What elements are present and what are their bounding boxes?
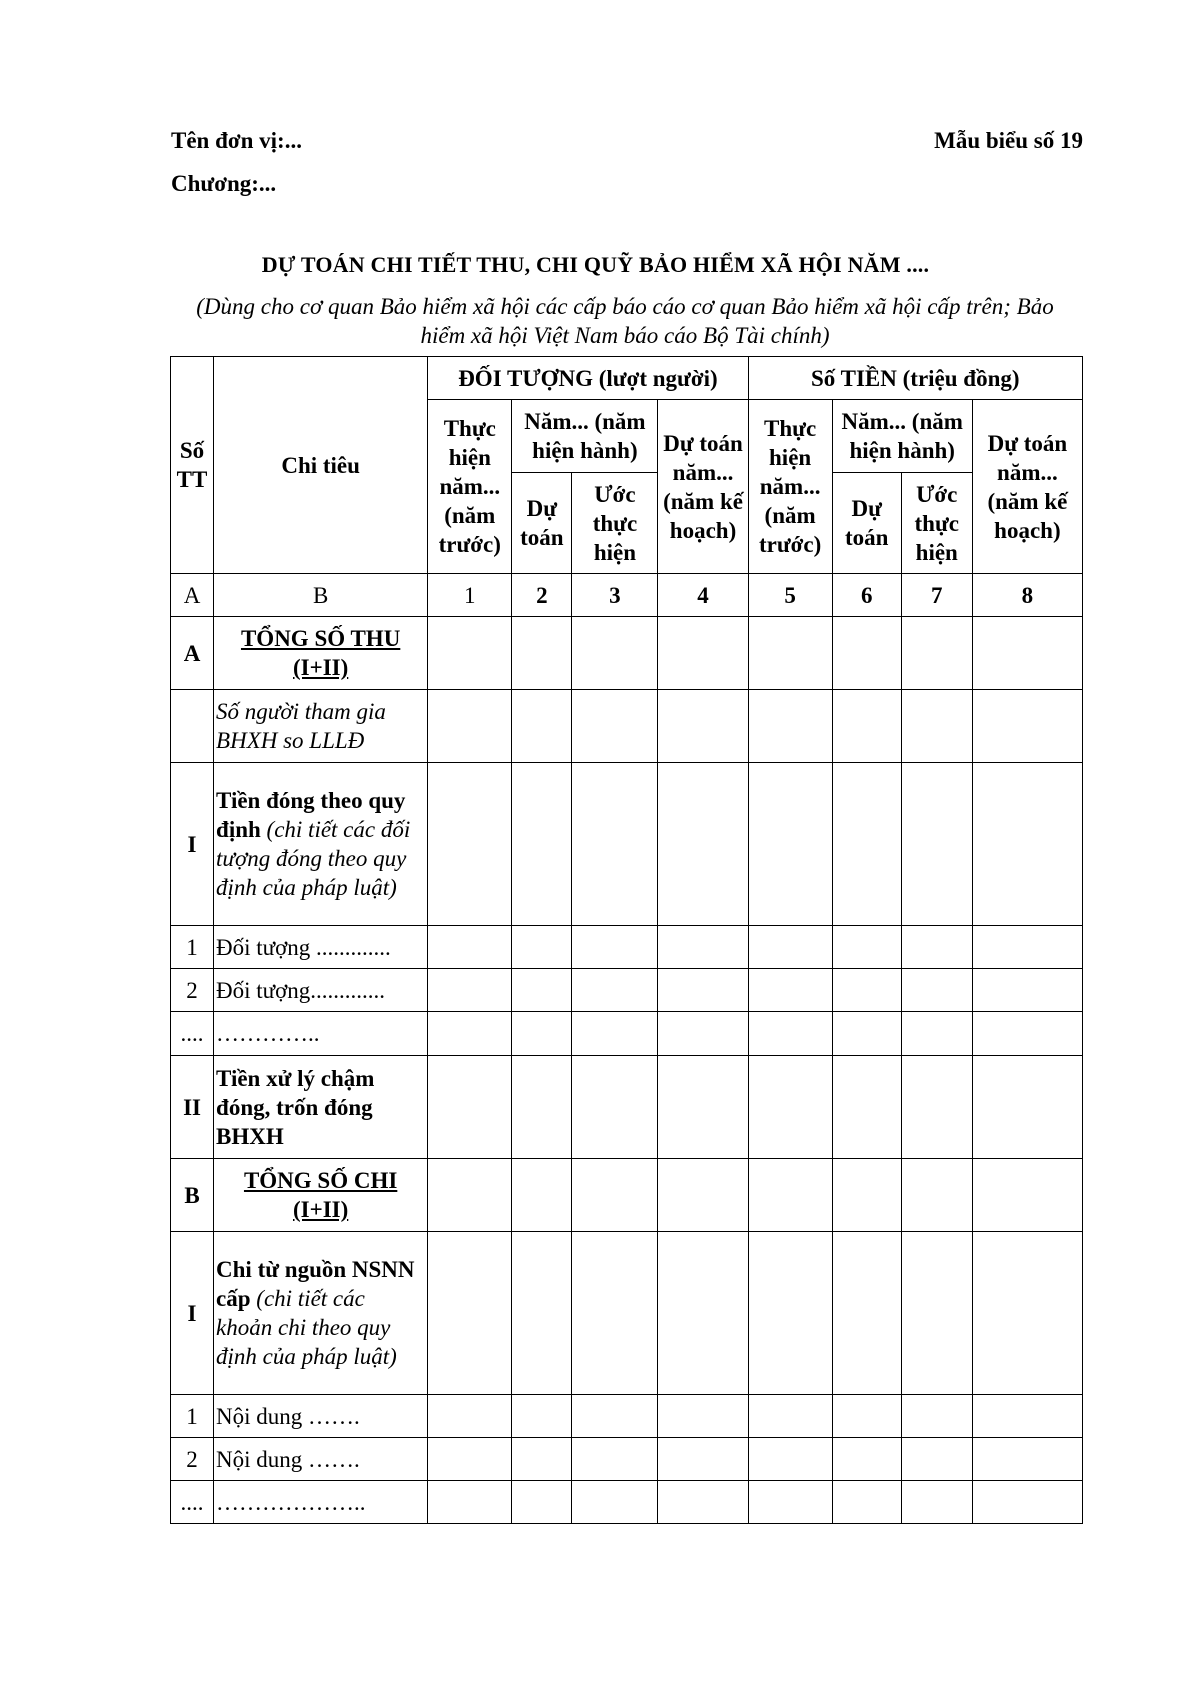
col-header-dutoan-kehoach: Dự toán năm... (năm kế hoạch) xyxy=(658,400,748,574)
table-row xyxy=(171,690,1083,763)
table-row xyxy=(171,617,1083,690)
row-label-bold: Tiền đóng theo quy định xyxy=(216,788,406,842)
row-stt: 1 xyxy=(171,926,214,969)
row-stt xyxy=(171,690,214,763)
index-cell: 4 xyxy=(658,574,748,617)
table-row xyxy=(171,1395,1083,1438)
index-cell: 1 xyxy=(428,574,512,617)
row-label xyxy=(214,763,428,926)
index-cell: B xyxy=(214,574,428,617)
document-title: DỰ TOÁN CHI TIẾT THU, CHI QUỸ BẢO HIỂM XÃ HỘI NĂM .... xyxy=(261,252,930,277)
col-header-dutoan: Dự toán xyxy=(512,473,572,574)
group-header-sotien: Số TIỀN (triệu đồng) xyxy=(748,357,1082,400)
index-cell: 6 xyxy=(832,574,901,617)
row-label: Nội dung ……. xyxy=(214,1395,428,1438)
row-label: ………….. xyxy=(214,1012,428,1056)
chapter: Chương:... xyxy=(171,171,277,196)
row-stt: 1 xyxy=(171,1395,214,1438)
table-row xyxy=(171,1438,1083,1481)
unit-name: Tên đơn vị:... xyxy=(171,128,302,153)
row-stt: .... xyxy=(171,1012,214,1056)
col-header-stt: Số TT xyxy=(171,357,214,574)
col-header-chitieu: Chi tiêu xyxy=(214,357,428,574)
row-stt: 2 xyxy=(171,1438,214,1481)
row-stt: A xyxy=(171,617,214,690)
row-stt: I xyxy=(171,763,214,926)
index-cell: 3 xyxy=(572,574,658,617)
row-label-italic: (chi tiết các đối tượng đóng theo quy định của pháp luật) xyxy=(216,817,411,900)
col-header-nam-hienhanh: Năm... (năm hiện hành) xyxy=(512,400,658,473)
table-row xyxy=(171,969,1083,1012)
index-cell: 2 xyxy=(512,574,572,617)
index-row xyxy=(171,574,1083,617)
row-label-italic: (chi tiết các khoản chi theo quy định của pháp luật) xyxy=(216,1286,397,1369)
row-label xyxy=(214,1232,428,1395)
row-stt: I xyxy=(171,1232,214,1395)
form-number: Mẫu biểu số 19 xyxy=(934,128,1083,153)
row-stt: 2 xyxy=(171,969,214,1012)
row-label: TỔNG SỐ CHI (I+II) xyxy=(214,1159,428,1232)
row-label: Số người tham gia BHXH so LLLĐ xyxy=(214,690,428,763)
index-cell: 5 xyxy=(748,574,832,617)
table-row xyxy=(171,763,1083,926)
col-header-nam-hienhanh: Năm... (năm hiện hành) xyxy=(832,400,972,473)
row-stt: .... xyxy=(171,1481,214,1524)
row-stt: B xyxy=(171,1159,214,1232)
col-header-thuchien: Thực hiện năm... (năm trước) xyxy=(748,400,832,574)
index-cell: 7 xyxy=(901,574,972,617)
table-row xyxy=(171,926,1083,969)
col-header-thuchien: Thực hiện năm... (năm trước) xyxy=(428,400,512,574)
col-header-dutoan: Dự toán xyxy=(832,473,901,574)
row-label: ……………….. xyxy=(214,1481,428,1524)
index-cell: 8 xyxy=(972,574,1082,617)
table-row xyxy=(171,1232,1083,1395)
row-label: TỔNG SỐ THU (I+II) xyxy=(214,617,428,690)
row-stt: II xyxy=(171,1056,214,1159)
table-row xyxy=(171,1012,1083,1056)
col-header-dutoan-kehoach: Dự toán năm... (năm kế hoạch) xyxy=(972,400,1082,574)
row-label: Đối tượng............. xyxy=(214,969,428,1012)
row-label: Tiền xử lý chậm đóng, trốn đóng BHXH xyxy=(214,1056,428,1159)
table-row xyxy=(171,1159,1083,1232)
row-label: Đối tượng ............. xyxy=(214,926,428,969)
row-label-bold: Chi từ nguồn NSNN cấp xyxy=(216,1257,415,1311)
group-header-doituong: ĐỐI TƯỢNG (lượt người) xyxy=(428,357,748,400)
document-note: (Dùng cho cơ quan Bảo hiểm xã hội các cấp báo cáo cơ quan Bảo hiểm xã hội cấp trên; Bảo hiểm xã hội Việt Nam báo cáo Bộ Tài chính) xyxy=(196,294,1054,348)
col-header-uoc: Ước thực hiện xyxy=(901,473,972,574)
table-row xyxy=(171,1056,1083,1159)
row-label: Nội dung ……. xyxy=(214,1438,428,1481)
budget-table xyxy=(170,356,1083,1524)
table-row xyxy=(171,1481,1083,1524)
index-cell: A xyxy=(171,574,214,617)
col-header-uoc: Ước thực hiện xyxy=(572,473,658,574)
